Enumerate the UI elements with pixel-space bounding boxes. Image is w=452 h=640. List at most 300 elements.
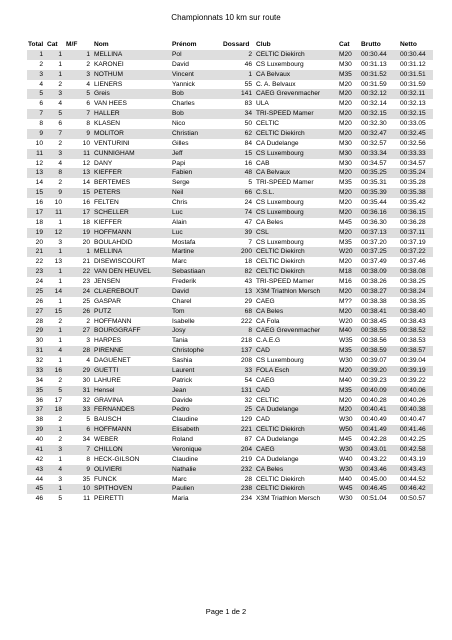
cell-first-name: Tom: [171, 307, 222, 317]
cell-last-name: Hensel: [93, 386, 171, 396]
cell-mf-rank: 2: [86, 317, 90, 325]
cell-brutto-time: 00:38.09: [360, 267, 399, 277]
table-row: [27, 435, 433, 445]
table-row: [27, 396, 433, 406]
cell-bib-number: 141: [222, 89, 255, 99]
cell-mf-rank: 4: [86, 80, 90, 88]
cell-club: C.S.L.: [255, 188, 338, 198]
cell-mf-rank: 3: [86, 337, 90, 345]
cell-cat-rank: 7: [46, 129, 65, 139]
cell-netto-time: 00:36.28: [400, 218, 426, 226]
cell-category: W30: [338, 465, 360, 475]
cell-cat-rank: 1: [46, 425, 65, 435]
table-header-row: [27, 40, 433, 50]
cell-cat-rank: 3: [46, 89, 65, 99]
cell-brutto-time: 00:31.52: [360, 70, 399, 80]
cell-total-rank: 44: [35, 475, 43, 483]
cell-club: CAEG Grevenmacher: [255, 89, 338, 99]
cell-bib-number: 232: [222, 465, 255, 475]
cell-mf-rank: 10: [82, 139, 90, 147]
cell-last-name: FERNANDES: [93, 405, 171, 415]
cell-bib-number: 83: [244, 100, 252, 108]
cell-category: M20: [338, 208, 360, 218]
cell-total-rank: 21: [27, 247, 46, 257]
cell-brutto-time: 00:32.15: [360, 109, 399, 119]
cell-first-name: Laurent: [171, 366, 222, 376]
cell-netto-time: 00:43.43: [399, 465, 433, 475]
cell-bib-number: 18: [244, 258, 252, 266]
cell-club: CA Belvaux: [255, 70, 338, 80]
cell-cat-rank: 13: [54, 258, 62, 266]
cell-cat-rank: 2: [58, 317, 62, 325]
cell-club: TRI-SPEED Mamer: [256, 278, 314, 285]
cell-mf-rank: 21: [82, 258, 90, 266]
cell-club: CSL: [255, 228, 338, 238]
cell-brutto-time: 00:32.12: [360, 89, 399, 99]
cell-mf-rank: 7: [65, 109, 93, 119]
cell-last-name: HOFFMANN: [93, 425, 171, 435]
cell-first-name: Vincent: [171, 70, 222, 80]
cell-netto-time: 00:46.42: [399, 484, 433, 494]
cell-cat-rank: 1: [58, 357, 62, 364]
cell-last-name: CUNNIGHAM: [93, 149, 171, 159]
cell-mf-rank: 31: [65, 386, 93, 396]
cell-cat-rank: 9: [46, 188, 65, 198]
cell-club: CAD: [255, 346, 338, 356]
cell-brutto-time: 00:43.22: [361, 455, 387, 463]
cell-last-name: PUTZ: [93, 307, 171, 317]
cell-first-name: Bob: [171, 109, 222, 119]
cell-cat-rank: 2: [58, 139, 62, 147]
cell-first-name: Christian: [171, 129, 222, 139]
cell-total-rank: 14: [35, 179, 43, 187]
cell-brutto-time: 00:35.31: [361, 179, 387, 187]
table-row: [27, 425, 433, 435]
cell-mf-rank: 29: [65, 366, 93, 376]
cell-club: CELTIC Diekirch: [255, 247, 338, 257]
cell-netto-time: 00:37.19: [400, 238, 426, 246]
cell-mf-rank: 1: [65, 247, 93, 257]
cell-mf-rank: 26: [65, 307, 93, 317]
cell-total-rank: 16: [35, 199, 43, 206]
cell-first-name: Pol: [171, 50, 222, 60]
cell-brutto-time: 00:37.49: [361, 258, 387, 266]
table-row: [27, 376, 433, 386]
cell-mf-rank: 5: [86, 416, 90, 424]
cell-first-name: Charel: [172, 297, 192, 305]
cell-category: M20: [339, 258, 352, 266]
cell-brutto-time: 00:32.14: [361, 100, 387, 108]
cell-netto-time: 00:38.25: [400, 278, 426, 285]
table-row: [27, 287, 433, 297]
page-footer: Page 1 de 2: [205, 607, 247, 616]
cell-cat-rank: 2: [58, 179, 62, 187]
cell-category: M30: [338, 149, 360, 159]
cell-bib-number: 34: [222, 109, 255, 119]
cell-cat-rank: 2: [58, 80, 62, 88]
cell-category: M35: [338, 346, 360, 356]
cell-bib-number: 200: [222, 247, 255, 257]
cell-last-name: FUNCK: [94, 475, 117, 483]
cell-last-name: BOULAHDID: [94, 238, 133, 246]
cell-brutto-time: 00:38.55: [360, 326, 399, 336]
table-row: [27, 366, 433, 376]
cell-bib-number: 46: [244, 60, 252, 68]
cell-brutto-time: 00:36.16: [360, 208, 399, 218]
cell-mf-rank: 30: [82, 376, 90, 384]
cell-category: M20: [338, 405, 360, 415]
cell-first-name: Charles: [172, 100, 195, 108]
cell-mf-rank: 18: [82, 218, 90, 226]
cell-mf-rank: 11: [65, 149, 93, 159]
cell-last-name: MELLINA: [93, 50, 171, 60]
cell-cat-rank: 5: [46, 386, 65, 396]
cell-club: TRI-SPEED Mamer: [256, 179, 314, 187]
cell-club: CA Fola: [256, 317, 280, 325]
cell-mf-rank: 32: [82, 396, 90, 404]
cell-club: CA Beles: [255, 307, 338, 317]
col-header-category: Cat: [339, 41, 350, 48]
cell-netto-time: 00:38.40: [399, 307, 433, 317]
cell-netto-time: 00:42.58: [399, 445, 433, 455]
cell-mf-rank: 20: [82, 238, 90, 246]
cell-bib-number: 62: [222, 129, 255, 139]
cell-category: W45: [338, 484, 360, 494]
cell-first-name: Elisabeth: [171, 425, 222, 435]
cell-netto-time: 00:32.45: [399, 129, 433, 139]
cell-last-name: SPITHOVEN: [93, 484, 171, 494]
cell-category: M40: [339, 376, 352, 384]
cell-last-name: HALLER: [93, 109, 171, 119]
cell-last-name: CHILLON: [93, 445, 171, 455]
table-row: [27, 99, 433, 109]
cell-brutto-time: 00:38.38: [361, 297, 387, 305]
cell-club: CA Dudelange: [256, 436, 299, 443]
cell-bib-number: 33: [222, 366, 255, 376]
cell-mf-rank: 13: [65, 168, 93, 178]
cell-total-rank: 15: [27, 188, 46, 198]
cell-brutto-time: 00:40.49: [361, 416, 387, 424]
cell-last-name: MELLINA: [93, 247, 171, 257]
cell-category: W35: [339, 337, 353, 345]
cell-netto-time: 00:41.46: [399, 425, 433, 435]
cell-netto-time: 00:42.25: [400, 436, 426, 443]
cell-netto-time: 00:40.38: [399, 405, 433, 415]
cell-club: C.A.E.G: [256, 337, 281, 345]
cell-last-name: DANY: [94, 159, 113, 167]
cell-bib-number: 68: [222, 307, 255, 317]
page-title: Championnats 10 km sur route: [171, 13, 281, 22]
cell-brutto-time: 00:32.47: [360, 129, 399, 139]
cell-bib-number: 29: [244, 297, 252, 305]
cell-category: M20: [338, 109, 360, 119]
cell-last-name: GASPAR: [94, 297, 121, 305]
cell-first-name: Christophe: [171, 346, 222, 356]
cell-club: CS Luxembourg: [256, 238, 304, 246]
cell-brutto-time: 00:35.39: [360, 188, 399, 198]
col-header-total: Total: [28, 41, 44, 48]
cell-brutto-time: 00:37.25: [360, 247, 399, 257]
cell-first-name: Nathalie: [171, 465, 222, 475]
cell-cat-rank: 1: [46, 247, 65, 257]
cell-mf-rank: 16: [82, 199, 90, 206]
cell-club: CS Luxembourg: [255, 208, 338, 218]
cell-bib-number: 131: [222, 386, 255, 396]
cell-first-name: Isabelle: [172, 317, 195, 325]
table-row: [27, 277, 433, 287]
cell-first-name: Luc: [171, 228, 222, 238]
cell-category: M20: [339, 199, 352, 206]
cell-bib-number: 1: [222, 70, 255, 80]
cell-cat-rank: 11: [46, 208, 65, 218]
cell-last-name: FELTEN: [94, 199, 119, 206]
cell-cat-rank: 10: [54, 199, 62, 206]
table-row: [27, 168, 433, 178]
cell-category: M30: [339, 60, 352, 68]
cell-first-name: Papi: [172, 159, 186, 167]
table-row: [27, 80, 433, 90]
cell-bib-number: 208: [240, 357, 252, 364]
cell-cat-rank: 4: [46, 346, 65, 356]
table-row: [27, 386, 433, 396]
cell-bib-number: 39: [222, 228, 255, 238]
cell-mf-rank: 11: [83, 495, 90, 503]
cell-club: CELTIC: [256, 120, 279, 127]
cell-brutto-time: 00:30.44: [360, 50, 399, 60]
cell-first-name: Mostafa: [172, 238, 196, 246]
cell-cat-rank: 15: [46, 307, 65, 317]
cell-club: X3M Triathlon Mersch: [255, 287, 338, 297]
cell-bib-number: 218: [240, 337, 252, 345]
cell-club: ULA: [256, 100, 269, 108]
cell-category: M40: [339, 475, 352, 483]
cell-total-rank: 37: [27, 405, 46, 415]
cell-club: CA Belvaux: [255, 168, 338, 178]
cell-netto-time: 00:31.59: [400, 80, 426, 88]
cell-cat-rank: 1: [46, 326, 65, 336]
cell-category: W30: [339, 416, 353, 424]
cell-category: M35: [338, 70, 360, 80]
cell-netto-time: 00:31.51: [399, 70, 433, 80]
cell-first-name: Gilles: [172, 139, 189, 147]
cell-brutto-time: 00:32.30: [361, 120, 387, 127]
cell-brutto-time: 00:39.20: [360, 366, 399, 376]
cell-club: CAEG: [256, 376, 275, 384]
cell-netto-time: 00:30.44: [399, 50, 433, 60]
cell-mf-rank: 24: [65, 287, 93, 297]
cell-brutto-time: 00:38.45: [361, 317, 387, 325]
cell-category: M45: [339, 218, 352, 226]
cell-last-name: SCHELLER: [93, 208, 171, 218]
cell-last-name: KIEFFER: [93, 168, 171, 178]
cell-last-name: VAN HEES: [94, 100, 127, 108]
cell-total-rank: 30: [35, 337, 43, 345]
cell-total-rank: 39: [27, 425, 46, 435]
cell-first-name: Tania: [172, 337, 188, 345]
cell-bib-number: 87: [244, 436, 252, 443]
cell-cat-rank: 8: [46, 168, 65, 178]
cell-category: W20: [339, 317, 353, 325]
cell-category: M30: [339, 139, 352, 147]
results-table: [27, 40, 433, 504]
cell-category: M20: [339, 120, 352, 127]
cell-total-rank: 34: [35, 376, 43, 384]
cell-total-rank: 41: [27, 445, 46, 455]
cell-bib-number: 55: [244, 80, 252, 88]
cell-category: M20: [338, 50, 360, 60]
cell-total-rank: 20: [35, 238, 43, 246]
cell-first-name: Neil: [171, 188, 222, 198]
cell-first-name: Jeff: [171, 149, 222, 159]
cell-bib-number: 5: [248, 179, 252, 187]
cell-club: TRI-SPEED Mamer: [255, 109, 338, 119]
cell-bib-number: 54: [244, 376, 252, 384]
cell-brutto-time: 00:33.34: [360, 149, 399, 159]
cell-last-name: GRAVINA: [94, 396, 124, 404]
cell-category: M20: [338, 188, 360, 198]
cell-cat-rank: 1: [58, 297, 62, 305]
table-row: [27, 317, 433, 327]
table-row: [27, 307, 433, 317]
cell-last-name: LIENERS: [94, 80, 123, 88]
cell-bib-number: 13: [222, 287, 255, 297]
table-row: [27, 326, 433, 336]
cell-club: FOLA Esch: [255, 366, 338, 376]
table-row: [27, 159, 433, 169]
cell-club: CELTIC: [256, 396, 279, 404]
cell-total-rank: 9: [27, 129, 46, 139]
cell-bib-number: 137: [222, 346, 255, 356]
cell-bib-number: 66: [222, 188, 255, 198]
cell-cat-rank: 3: [46, 149, 65, 159]
cell-netto-time: 00:35.28: [400, 179, 426, 187]
cell-netto-time: 00:33.33: [399, 149, 433, 159]
cell-netto-time: 00:37.46: [400, 258, 426, 266]
cell-total-rank: 36: [35, 396, 43, 404]
cell-brutto-time: 00:35.25: [360, 168, 399, 178]
cell-category: M20: [338, 287, 360, 297]
cell-cat-rank: 1: [46, 70, 65, 80]
cell-club: CAD: [255, 386, 338, 396]
cell-cat-rank: 12: [46, 228, 65, 238]
cell-cat-rank: 2: [58, 376, 62, 384]
cell-category: M35: [339, 238, 352, 246]
cell-category: M35: [339, 179, 352, 187]
cell-netto-time: 00:37.11: [399, 228, 433, 238]
cell-bib-number: 25: [222, 405, 255, 415]
cell-netto-time: 00:39.22: [400, 376, 426, 384]
cell-cat-rank: 6: [58, 120, 62, 127]
cell-brutto-time: 00:31.59: [361, 80, 387, 88]
cell-total-rank: 12: [35, 159, 43, 167]
cell-first-name: Jean: [171, 386, 222, 396]
table-row: [27, 346, 433, 356]
cell-club: CELTIC Diekirch: [256, 475, 305, 483]
cell-bib-number: 8: [222, 326, 255, 336]
cell-brutto-time: 00:46.45: [360, 484, 399, 494]
cell-mf-rank: 5: [65, 89, 93, 99]
cell-cat-rank: 3: [46, 445, 65, 455]
cell-total-rank: 31: [27, 346, 46, 356]
cell-mf-rank: 17: [65, 208, 93, 218]
cell-last-name: VAN DEN HEUVEL: [93, 267, 171, 277]
cell-total-rank: 38: [35, 416, 43, 424]
cell-bib-number: 221: [222, 425, 255, 435]
cell-first-name: Nico: [172, 120, 186, 127]
cell-cat-rank: 1: [46, 484, 65, 494]
cell-total-rank: 27: [27, 307, 46, 317]
cell-first-name: Frederik: [172, 278, 197, 285]
cell-brutto-time: 00:39.23: [361, 376, 387, 384]
cell-netto-time: 00:35.24: [399, 168, 433, 178]
cell-total-rank: 35: [27, 386, 46, 396]
cell-cat-rank: 5: [46, 109, 65, 119]
results-body: [27, 50, 433, 504]
cell-brutto-time: 00:38.26: [361, 278, 387, 285]
cell-club: CELTIC Diekirch: [256, 258, 305, 266]
cell-last-name: Greis: [93, 89, 171, 99]
cell-last-name: PEIRETTI: [94, 495, 124, 503]
cell-mf-rank: 35: [82, 475, 90, 483]
table-row: [27, 336, 433, 346]
cell-netto-time: 00:38.35: [400, 297, 426, 305]
cell-mf-rank: 10: [65, 484, 93, 494]
cell-category: W20: [338, 247, 360, 257]
cell-first-name: Roland: [172, 436, 193, 443]
cell-bib-number: 32: [244, 396, 252, 404]
cell-category: W30: [339, 357, 353, 364]
cell-club: CA Beles: [256, 218, 284, 226]
cell-netto-time: 00:35.42: [400, 199, 426, 206]
cell-cat-rank: 5: [58, 495, 62, 503]
cell-total-rank: 42: [35, 455, 43, 463]
table-row: [27, 267, 433, 277]
table-row: [27, 70, 433, 80]
cell-club: CELTIC Diekirch: [255, 484, 338, 494]
table-row: [27, 297, 433, 307]
cell-last-name: KIEFFER: [94, 218, 122, 226]
cell-cat-rank: 17: [54, 396, 62, 404]
table-row: [27, 60, 433, 70]
cell-brutto-time: 00:39.07: [361, 357, 387, 364]
cell-netto-time: 00:35.38: [399, 188, 433, 198]
cell-club: CAEG: [256, 297, 275, 305]
cell-bib-number: 15: [222, 149, 255, 159]
cell-mf-rank: 1: [65, 50, 93, 60]
cell-last-name: VENTURINI: [94, 139, 130, 147]
table-row: [27, 247, 433, 257]
table-row: [27, 484, 433, 494]
cell-brutto-time: 00:43.01: [360, 445, 399, 455]
cell-total-rank: 24: [35, 278, 43, 285]
cell-club: CAEG: [255, 445, 338, 455]
cell-club: CELTIC Diekirch: [255, 129, 338, 139]
cell-netto-time: 00:32.13: [400, 100, 426, 108]
cell-cat-rank: 16: [46, 366, 65, 376]
cell-netto-time: 00:38.08: [399, 267, 433, 277]
cell-cat-rank: 1: [46, 50, 65, 60]
cell-netto-time: 00:40.26: [400, 396, 426, 404]
cell-brutto-time: 00:36.30: [361, 218, 387, 226]
cell-total-rank: 32: [35, 357, 43, 364]
cell-club: CELTIC Diekirch: [255, 267, 338, 277]
cell-first-name: David: [172, 60, 189, 68]
cell-first-name: Marc: [172, 258, 187, 266]
cell-category: M40: [338, 326, 360, 336]
cell-bib-number: 74: [222, 208, 255, 218]
cell-bib-number: 43: [244, 278, 252, 285]
cell-brutto-time: 00:51.04: [361, 495, 387, 503]
